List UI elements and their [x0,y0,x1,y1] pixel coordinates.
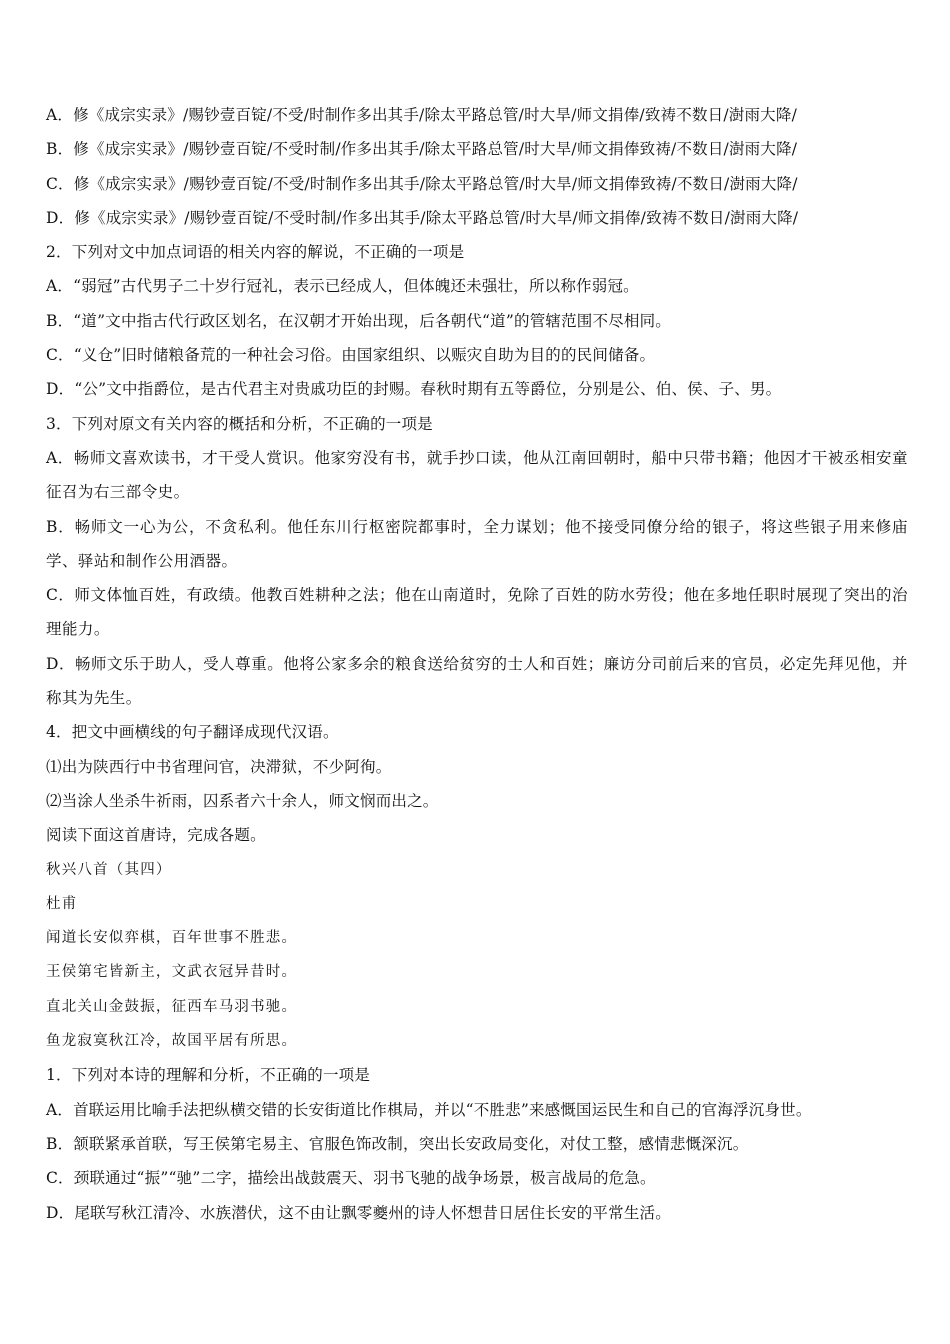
poem-line-4: 鱼龙寂寞秋江冷，故国平居有所思。 [46,1033,298,1050]
q4-stem: 4．把文中画横线的句子翻译成现代汉语。 [46,723,339,742]
q2-stem: 2．下列对文中加点词语的相关内容的解说，不正确的一项是 [46,243,465,262]
poem-q1-option-a: A．首联运用比喻手法把纵横交错的长安街道比作棋局，并以“不胜悲”来感慨国运民生和自己的官海浮沉身世。 [46,1100,812,1119]
q2-option-b: B．“道”文中指古代行政区划名，在汉朝才开始出现，后各朝代“道”的管辖范围不尽相同。 [46,311,671,330]
poem-q1-option-b: B．颔联紧承首联，写王侯第宅易主、官服色饰改制，突出长安政局变化，对仗工整，感情悲慨深沉。 [46,1134,749,1153]
poem-author: 杜甫 [46,895,78,912]
poem-q1-option-c: C．颈联通过“振”“驰”二字，描绘出战鼓震天、羽书飞驰的战争场景，极言战局的危急。 [46,1169,656,1188]
document-page [46,98,908,1230]
q2-option-c: C．“义仓”旧时储粮备荒的一种社会习俗。由国家组织、以赈灾自助为目的的民间储备。 [46,346,656,365]
poem-line-1: 闻道长安似弈棋，百年世事不胜悲。 [46,930,298,947]
q1-option-b: B．修《成宗实录》/赐钞壹百锭/不受时制/作多出其手/除太平路总管/时大旱/师文捐俸致祷/不数日/澍雨大降/ [46,140,798,159]
poem-intro: 阅读下面这首唐诗，完成各题。 [46,826,266,845]
q3-stem: 3．下列对原文有关内容的概括和分析，不正确的一项是 [46,414,433,433]
poem-q1-stem: 1．下列对本诗的理解和分析，不正确的一项是 [46,1066,371,1085]
q4-sentence-1: ⑴出为陕西行中书省理问官，决滞狱，不少阿徇。 [46,757,392,776]
poem-line-2: 王侯第宅皆新主，文武衣冠异昔时。 [46,964,298,981]
q1-option-c: C．修《成宗实录》/赐钞壹百锭/不受/时制作多出其手/除太平路总管/时大旱/师文捐俸致祷/不数日/澍雨大降/ [46,174,798,193]
poem-q1-option-d: D．尾联写秋江清冷、水族潜伏，这不由让飘零夔州的诗人怀想昔日居住长安的平常生活。 [46,1203,671,1222]
q3-option-b: B．畅师文一心为公，不贪私利。他任东川行枢密院都事时，全力谋划；他不接受同僚分给的银子，将这些银子用来修庙学、驿站和制作公用酒器。 [46,517,908,570]
q3-option-a: A．畅师文喜欢读书，才干受人赏识。他家穷没有书，就手抄口读，他从江南回朝时，船中只带书籍；他因才干被丞相安童征召为右三部令史。 [46,448,908,502]
q4-sentence-2: ⑵当涂人坐杀牛祈雨，囚系者六十余人，师文悯而出之。 [46,791,439,810]
poem-line-3: 直北关山金鼓振，征西车马羽书驰。 [46,998,298,1015]
poem-title: 秋兴八首（其四） [46,861,172,878]
q3-option-c: C．师文体恤百姓，有政绩。他教百姓耕种之法；他在山南道时，免除了百姓的防水劳役；他在多地任职时展现了突出的治理能力。 [46,586,908,639]
q1-option-a: A．修《成宗实录》/赐钞壹百锭/不受/时制作多出其手/除太平路总管/时大旱/师文捐俸/致祷不数日/澍雨大降/ [46,106,797,124]
q2-option-a: A．“弱冠”古代男子二十岁行冠礼，表示已经成人，但体魄还未强壮，所以称作弱冠。 [46,277,639,296]
q2-option-d: D．“公”文中指爵位，是古代君主对贵戚功臣的封赐。春秋时期有五等爵位，分别是公、伯、侯、子、男。 [46,380,782,399]
q1-option-d: D．修《成宗实录》/赐钞壹百锭/不受时制/作多出其手/除太平路总管/时大旱/师文捐俸/致祷不数日/澍雨大降/ [46,208,799,227]
q3-option-d: D．畅师文乐于助人，受人尊重。他将公家多余的粮食送给贫穷的士人和百姓；廉访分司前后来的官员，必定先拜见他，并称其为先生。 [46,654,908,708]
